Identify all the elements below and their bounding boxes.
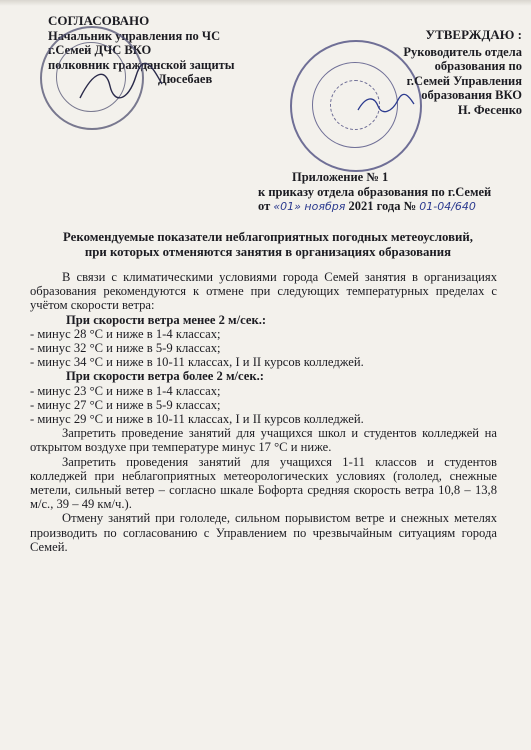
wind-low-item-1: - минус 28 °С и ниже в 1-4 классах; <box>30 326 221 341</box>
document-title-line2: при которых отменяются занятия в организациях образования <box>84 245 452 259</box>
wind-low-heading: При скорости ветра менее 2 м/сек.: <box>66 312 267 327</box>
wind-high-heading: При скорости ветра более 2 м/сек.: <box>66 369 264 384</box>
outdoor-paragraph: Запретить проведение занятий для учащихся школ и студентов колледжей на открытом воздухе при температуре минус 17 °С и ниже. <box>30 426 497 455</box>
approval-left-line4: Дюсебаев <box>158 72 213 86</box>
approval-left-line1: Начальник управления по ЧС <box>48 28 221 43</box>
approval-right-header: УТВЕРЖДАЮ : <box>425 27 522 42</box>
approval-right-line4: образования ВКО <box>421 88 522 102</box>
appendix-order-ref: к приказу отдела образования по г.Семей <box>258 184 492 199</box>
wind-high-item-3: - минус 29 °С и ниже в 10-11 классах, I и II курсов колледжей. <box>30 412 364 427</box>
appendix-date-handwritten: «01» ноября <box>273 200 346 213</box>
document-body <box>30 270 497 554</box>
approval-right-line3: г.Семей Управления <box>406 73 522 88</box>
wind-low-item-2: - минус 32 °С и ниже в 5-9 классах; <box>30 341 221 356</box>
wind-high-item-2: - минус 27 °С и ниже в 5-9 классах; <box>30 397 221 412</box>
wind-high-item-1: - минус 23 °С и ниже в 1-4 классах; <box>30 383 221 398</box>
document-title-line1: Рекомендуемые показатели неблагоприятных погодных метеоусловий, <box>63 230 473 244</box>
approval-right-line5: Н. Фесенко <box>457 102 522 117</box>
approval-right-line2: образования по <box>434 59 522 73</box>
appendix-date-prefix: от <box>258 199 271 213</box>
cancel-paragraph: Отмену занятий при гололеде, сильном порывистом ветре и снежных метелях производить по согласованию с Управлением по чрезвычайным ситуациям города Семей. <box>30 511 497 554</box>
approval-left-header: СОГЛАСОВАНО <box>48 13 150 28</box>
approval-left-line2: г.Семей ДЧС ВКО <box>48 43 152 57</box>
intro-paragraph: В связи с климатическими условиями города Семей занятия в организациях образования рекомендуются к отмене при следующих температурных пределах с учётом скорости ветра: <box>30 270 497 313</box>
approval-left-line3: полковник гражданской защиты <box>48 57 235 72</box>
signature-right <box>356 92 416 116</box>
appendix-title: Приложение № 1 <box>292 170 389 184</box>
weather-paragraph: Запретить проведения занятий для учащихся 1-11 классов и студентов колледжей при неблагоприятных метеорологических условиях (гололед, снежные метели, сильный ветер – согласно шкале Бофорта средняя скорость ветра 10,8 – 13,8 м/с., 39 – 49 км/ч.). <box>30 454 497 512</box>
appendix-date-line <box>258 199 520 215</box>
appendix-number-handwritten: 01-04/640 <box>419 200 476 213</box>
appendix-block <box>258 170 520 215</box>
wind-low-item-3: - минус 34 °С и ниже в 10-11 классах, I и II курсов колледжей. <box>30 355 364 370</box>
scan-edge <box>0 0 531 6</box>
signature-left <box>76 62 166 106</box>
approval-right-line1: Руководитель отдела <box>403 44 522 59</box>
document-title <box>30 230 506 260</box>
appendix-year-text: 2021 года № <box>348 199 417 213</box>
